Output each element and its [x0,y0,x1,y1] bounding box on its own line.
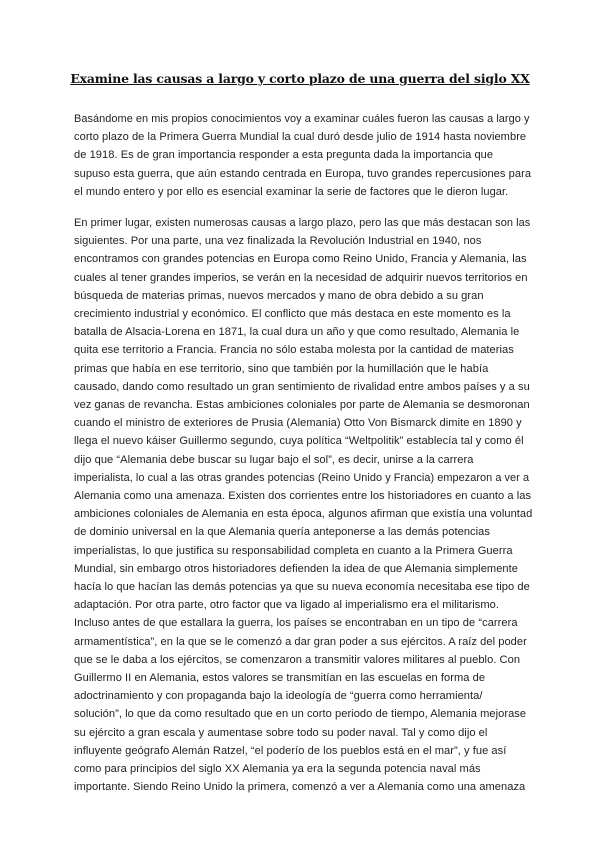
text-line: adaptación. Por otra parte, otro factor que va ligado al imperialismo era el militarismo. [74,599,499,612]
text-line: búsqueda de materias primas, nuevos mercados y mano de obra debido a su gran [74,289,484,302]
text-line: adoctrinamiento y con propaganda bajo la ideología de “guerra como herramienta/ [74,690,483,703]
text-line: corto plazo de la Primera Guerra Mundial la cual duró desde julio de 1914 hasta noviembre [74,131,527,144]
text-line: batalla de Alsacia-Lorena en 1871, la cual dura un año y que como resultado, Alemania le [74,326,520,339]
text-line: llega el nuevo káiser Guillermo segundo, cuya política “Weltpolitik” establecía tal y como él [74,435,524,448]
text-line: quita ese territorio a Francia. Francia no sólo estaba molesta por la cantidad de materias [74,344,514,357]
text-line: Alemania como una amenaza. Existen dos corrientes entre los historiadores en cuanto a las [74,490,532,503]
text-line: crecimiento industrial y económico. El conflicto que más destaca en este momento es la [74,308,511,321]
paragraph-long-term-causes [74,214,532,797]
page-title-text: Examine las causas a largo y corto plazo de una guerra del siglo XX [70,71,530,86]
text-line: siguientes. Por una parte, una vez finalizada la Revolución Industrial en 1940, nos [74,235,482,248]
text-line: armamentística”, en la que se le comenzó a dar gran poder a sus ejércitos. A raíz del poder [74,635,527,648]
text-line: supuso esta guerra, que aún estando centrada en Europa, tuvo grandes repercusiones para [74,167,532,180]
text-line: En primer lugar, existen numerosas causas a largo plazo, pero las que más destacan son las [74,217,531,229]
text-line: solución”, lo que da como resultado que en un corto periodo de tiempo, Alemania mejorase [74,708,527,721]
text-line: imperialistas, lo que justifica su responsabilidad completa en cuanto a la Primera Guerra [74,544,513,557]
text-line: su ejército a gran escala y aumentase sobre todo su poder naval. Tal y como dijo el [74,726,488,739]
text-line: que se le daba a los ejércitos, se comenzaron a transmitir valores militares al pueblo. Con [74,653,521,666]
text-line: vez ganas de revancha. Estas ambiciones coloniales por parte de Alemania se desmoronan [74,399,530,412]
text-line: como para principios del siglo XX Alemania ya era la segunda potencia naval más [74,763,481,776]
text-line: primas que había en ese territorio, sino que también por la humillación que le había [74,362,489,375]
text-line: causado, dando como resultado un gran sentimiento de rivalidad entre ambos países y a su [74,380,530,393]
text-line: ambiciones coloniales de Alemania en esta época, algunos afirman que existía una voluntad [74,508,533,521]
page-title [0,70,600,88]
text-line: de 1918. Es de gran importancia responder a esta pregunta dada la importancia que [74,149,494,162]
text-line: de dominio universal en la que Alemania quería anteponerse a las demás potencias [74,526,490,539]
text-line: imperialista, lo cual a las otras grandes potencias (Reino Unido y Francia) empezaron a ver a [74,471,530,484]
text-line: hacía lo que hacían las demás potencias ya que su nueva economía necesitaba ese tipo de [74,581,530,594]
text-line: cuales al tener grandes imperios, se verán en la necesidad de adquirir nuevos territorios en [74,271,528,284]
text-line: encontramos con grandes potencias en Europa como Reino Unido, Francia y Alemania, las [74,253,527,266]
text-line: Mundial, sin embargo otros historiadores defienden la idea de que Alemania simplemente [74,562,518,575]
text-line: Basándome en mis propios conocimientos voy a examinar cuáles fueron las causas a largo y [74,113,530,125]
text-line: influyente geógrafo Alemán Ratzel, “el poderío de los pueblos está en el mar”, y fue así [74,744,507,757]
text-line: importante. Siendo Reino Unido la primera, comenzó a ver a Alemania como una amenaza [74,781,526,794]
text-line: dijo que “Alemania debe buscar su lugar bajo el sol”, es decir, unirse a la carrera [74,453,474,466]
text-line: el mundo entero y por ello es esencial examinar la serie de factores que le dieron lugar. [74,185,509,198]
text-line: cuando el ministro de exteriores de Prusia (Alemania) Otto Von Bismarck dimite en 1890 y [74,417,522,430]
text-line: Incluso antes de que estallara la guerra, los países se encontraban en un tipo de “carrera [74,617,518,630]
paragraph-introduction [74,110,532,201]
text-line: Guillermo II en Alemania, estos valores se transmitían en las escuelas en forma de [74,672,486,685]
